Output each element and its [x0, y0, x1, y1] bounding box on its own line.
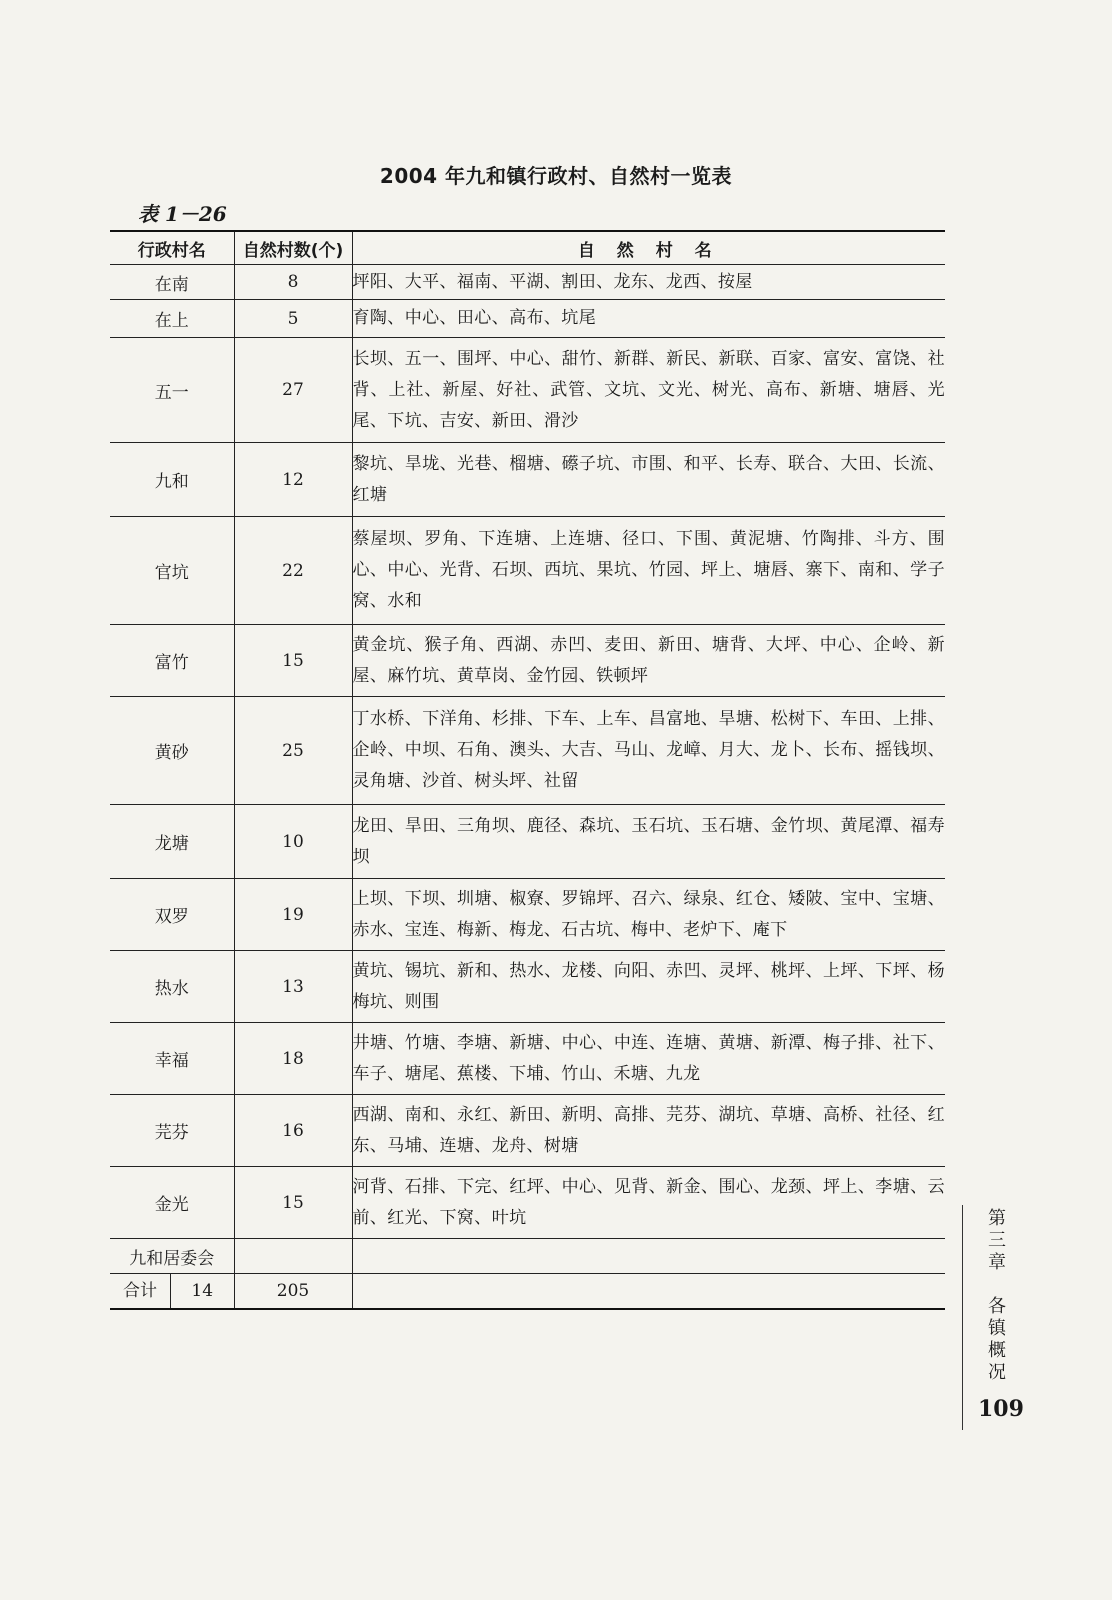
resident-committee-villages: [352, 1239, 945, 1274]
table-row: [110, 338, 945, 443]
section-char: 各: [988, 1296, 1006, 1317]
natural-village-list: 河背、石排、下完、红坪、中心、见背、新金、围心、龙颈、坪上、李塘、云前、红光、下窝、叶坑: [352, 1167, 945, 1239]
admin-village-name: 五一: [110, 338, 234, 443]
resident-committee-count: [234, 1239, 352, 1274]
total-natural-count: 205: [234, 1274, 352, 1310]
page-title: 2004 年九和镇行政村、自然村一览表: [379, 164, 733, 188]
table-row: [110, 951, 945, 1023]
admin-village-name: 黄砂: [110, 697, 234, 805]
natural-village-list: 育陶、中心、田心、高布、坑尾: [352, 300, 945, 338]
admin-village-name: 幸福: [110, 1023, 234, 1095]
natural-village-count: 15: [234, 625, 352, 697]
table-body: [110, 265, 945, 1310]
table-row: [110, 265, 945, 300]
table-row: [110, 697, 945, 805]
section-char: 况: [988, 1362, 1006, 1383]
natural-village-count: 19: [234, 879, 352, 951]
natural-village-list: 黎坑、旱垅、光巷、榴塘、礤子坑、市围、和平、长寿、联合、大田、长流、红塘: [352, 443, 945, 517]
chapter-char: 第: [988, 1208, 1006, 1229]
header-count: 自然村数(个): [234, 231, 352, 265]
natural-village-list: 蔡屋坝、罗角、下连塘、上连塘、径口、下围、黄泥塘、竹陶排、斗方、围心、中心、光背、石坝、西坑、果坑、竹园、坪上、塘唇、寨下、南和、学子窝、水和: [352, 517, 945, 625]
admin-village-name: 热水: [110, 951, 234, 1023]
header-natural-villages: 自 然 村 名: [352, 231, 945, 265]
natural-village-count: 15: [234, 1167, 352, 1239]
section-label: [985, 1296, 1009, 1384]
total-villages: [352, 1274, 945, 1310]
natural-village-count: 10: [234, 805, 352, 879]
natural-village-count: 16: [234, 1095, 352, 1167]
admin-village-name: 富竹: [110, 625, 234, 697]
table-row: [110, 517, 945, 625]
total-admin-count: 14: [191, 1281, 214, 1301]
total-cell: [110, 1274, 234, 1310]
natural-village-list: 龙田、旱田、三角坝、鹿径、森坑、玉石坑、玉石塘、金竹坝、黄尾潭、福寿坝: [352, 805, 945, 879]
table-header-row: [110, 231, 945, 265]
natural-village-list: 丁水桥、下洋角、杉排、下车、上车、昌富地、旱塘、松树下、车田、上排、企岭、中坝、石角、澳头、大吉、马山、龙嶂、月大、龙卜、长布、摇钱坝、灵角塘、沙首、树头坪、社留: [352, 697, 945, 805]
natural-village-count: 27: [234, 338, 352, 443]
table-row: [110, 1167, 945, 1239]
natural-village-count: 13: [234, 951, 352, 1023]
page-number: 109: [978, 1396, 1024, 1422]
village-table: [110, 230, 945, 1310]
natural-village-count: 25: [234, 697, 352, 805]
table-number: 表 1－26: [138, 202, 227, 226]
admin-village-name: 官坑: [110, 517, 234, 625]
natural-village-list: 长坝、五一、围坪、中心、甜竹、新群、新民、新联、百家、富安、富饶、社背、上社、新屋、好社、武管、文坑、文光、树光、高布、新塘、塘唇、光尾、下坑、吉安、新田、滑沙: [352, 338, 945, 443]
resident-committee-row: [110, 1239, 945, 1274]
natural-village-count: 22: [234, 517, 352, 625]
admin-village-name: 在南: [110, 265, 234, 300]
natural-village-list: 井塘、竹塘、李塘、新塘、中心、中连、连塘、黄塘、新潭、梅子排、社下、车子、塘尾、蕉楼、下埔、竹山、禾塘、九龙: [352, 1023, 945, 1095]
total-label: 合计: [110, 1274, 171, 1308]
table-row: [110, 300, 945, 338]
chapter-label: [985, 1208, 1009, 1274]
table-row: [110, 805, 945, 879]
table-row: [110, 879, 945, 951]
natural-village-list: 上坝、下坝、圳塘、椒寮、罗锦坪、召六、绿泉、红仓、矮陂、宝中、宝塘、赤水、宝连、梅新、梅龙、石古坑、梅中、老炉下、庵下: [352, 879, 945, 951]
admin-village-name: 金光: [110, 1167, 234, 1239]
natural-village-count: 18: [234, 1023, 352, 1095]
admin-village-name: 芫芬: [110, 1095, 234, 1167]
table-row: [110, 625, 945, 697]
natural-village-list: 西湖、南和、永红、新田、新明、高排、芫芬、湖坑、草塘、高桥、社径、红东、马埔、连塘、龙舟、树塘: [352, 1095, 945, 1167]
natural-village-count: 12: [234, 443, 352, 517]
admin-village-name: 龙塘: [110, 805, 234, 879]
chapter-char: 章: [988, 1252, 1006, 1273]
table-row: [110, 1095, 945, 1167]
header-admin-village: 行政村名: [110, 231, 234, 265]
table-row: [110, 1023, 945, 1095]
table-row: [110, 443, 945, 517]
admin-village-name: 双罗: [110, 879, 234, 951]
natural-village-count: 8: [234, 265, 352, 300]
resident-committee-name: 九和居委会: [110, 1239, 234, 1274]
chapter-char: 三: [988, 1230, 1006, 1251]
total-row: [110, 1274, 945, 1310]
section-char: 概: [988, 1340, 1006, 1361]
admin-village-name: 在上: [110, 300, 234, 338]
natural-village-list: 黄坑、锡坑、新和、热水、龙楼、向阳、赤凹、灵坪、桃坪、上坪、下坪、杨梅坑、则围: [352, 951, 945, 1023]
natural-village-list: 坪阳、大平、福南、平湖、割田、龙东、龙西、按屋: [352, 265, 945, 300]
natural-village-count: 5: [234, 300, 352, 338]
admin-village-name: 九和: [110, 443, 234, 517]
margin-rule: [962, 1205, 963, 1430]
section-char: 镇: [988, 1318, 1006, 1339]
natural-village-list: 黄金坑、猴子角、西湖、赤凹、麦田、新田、塘背、大坪、中心、企岭、新屋、麻竹坑、黄草岗、金竹园、铁顿坪: [352, 625, 945, 697]
